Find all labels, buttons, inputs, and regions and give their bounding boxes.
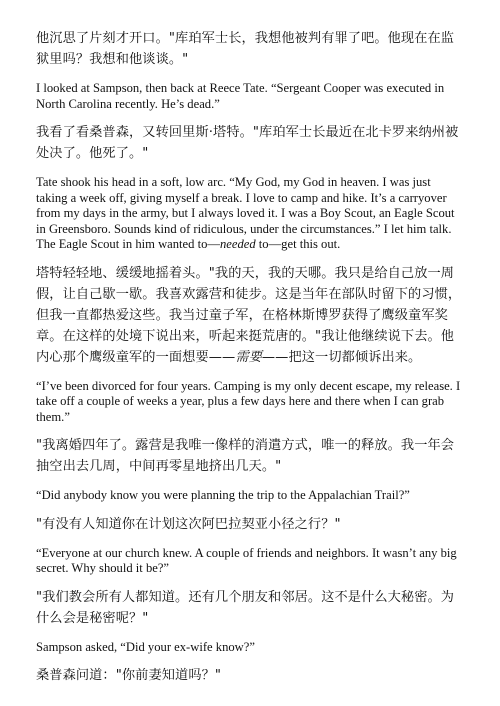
paragraph-zh-6: "我们教会所有人都知道。还有几个朋友和邻居。这不是什么大秘密。为什么会是秘密呢？": [36, 589, 455, 626]
paragraph-zh-4: "我离婚四年了。露营是我唯一像样的消遣方式，唯一的释放。我一年会抽空出去几周，中间再零星地挤出几天。": [36, 438, 455, 474]
document-page: [36, 28, 464, 697]
paragraph-en-3: “I’ve been divorced for four years. Camping is my only decent escape, my release. I take off a couple of weeks a year, plus a few days here and there when I can grab them.”: [36, 378, 461, 424]
paragraph-en-2-part-2: to—get this out.: [255, 237, 341, 251]
paragraph-en-2-part-1: Tate shook his head in a soft, low arc. “My God, my God in heaven. I was just taking a week off, giving myself a break. I love to camp and hike. It’s a carryover from my days in the army, but I always loved it. I was a Boy Scout, an Eagle Scout in Greensboro. Sounds kind of ridiculous, under the circumstances.” I let him talk. The Eagle Scout in him wanted to—: [36, 175, 455, 251]
paragraph-zh-2: 我看了看桑普森，又转回里斯·塔特。"库珀军士长最近在北卡罗来纳州被处决了。他死了。": [36, 125, 459, 161]
emphasis-needed: needed: [219, 237, 256, 251]
paragraph-en-6: Sampson asked, “Did your ex-wife know?”: [36, 639, 255, 654]
paragraph-zh-1: 他沉思了片刻才开口。"库珀军士长，我想他被判有罪了吧。他现在在监狱里吗？我想和他谈谈。": [36, 31, 455, 67]
paragraph-zh-5: "有没有人知道你在计划这次阿巴拉契亚小径之行？": [36, 516, 341, 532]
paragraph-en-4: “Did anybody know you were planning the trip to the Appalachian Trail?”: [36, 488, 410, 502]
paragraph-en-2: [36, 175, 464, 253]
paragraph-en-1: I looked at Sampson, then back at Reece Tate. “Sergeant Cooper was executed in North Carolina recently. He’s dead.”: [36, 81, 445, 111]
paragraph-zh-7: 桑普森问道："你前妻知道吗？": [36, 668, 222, 683]
paragraph-en-5: “Everyone at our church knew. A couple of friends and neighbors. It wasn’t any big secret. Why should it be?”: [36, 545, 457, 575]
paragraph-zh-3-part-2: ——把这一切都倾诉出来。: [261, 349, 422, 365]
paragraph-zh-3-part-1: 塔特轻轻地、缓缓地摇着头。"我的天，我的天哪。我只是给自己放一周假，让自己歇一歇。我喜欢露营和徒步。这是当年在部队时留下的习惯，但我一直都热爱这些。我当过童子军，在格林斯博罗获得了鹰级童军奖章。在这样的处境下说出来，听起来挺荒唐的。"我让他继续说下去。他内心那个鹰级童军的一面想要——: [36, 265, 462, 365]
paragraph-zh-3: [36, 263, 464, 368]
emphasis-xuyao: 需要: [235, 349, 262, 365]
